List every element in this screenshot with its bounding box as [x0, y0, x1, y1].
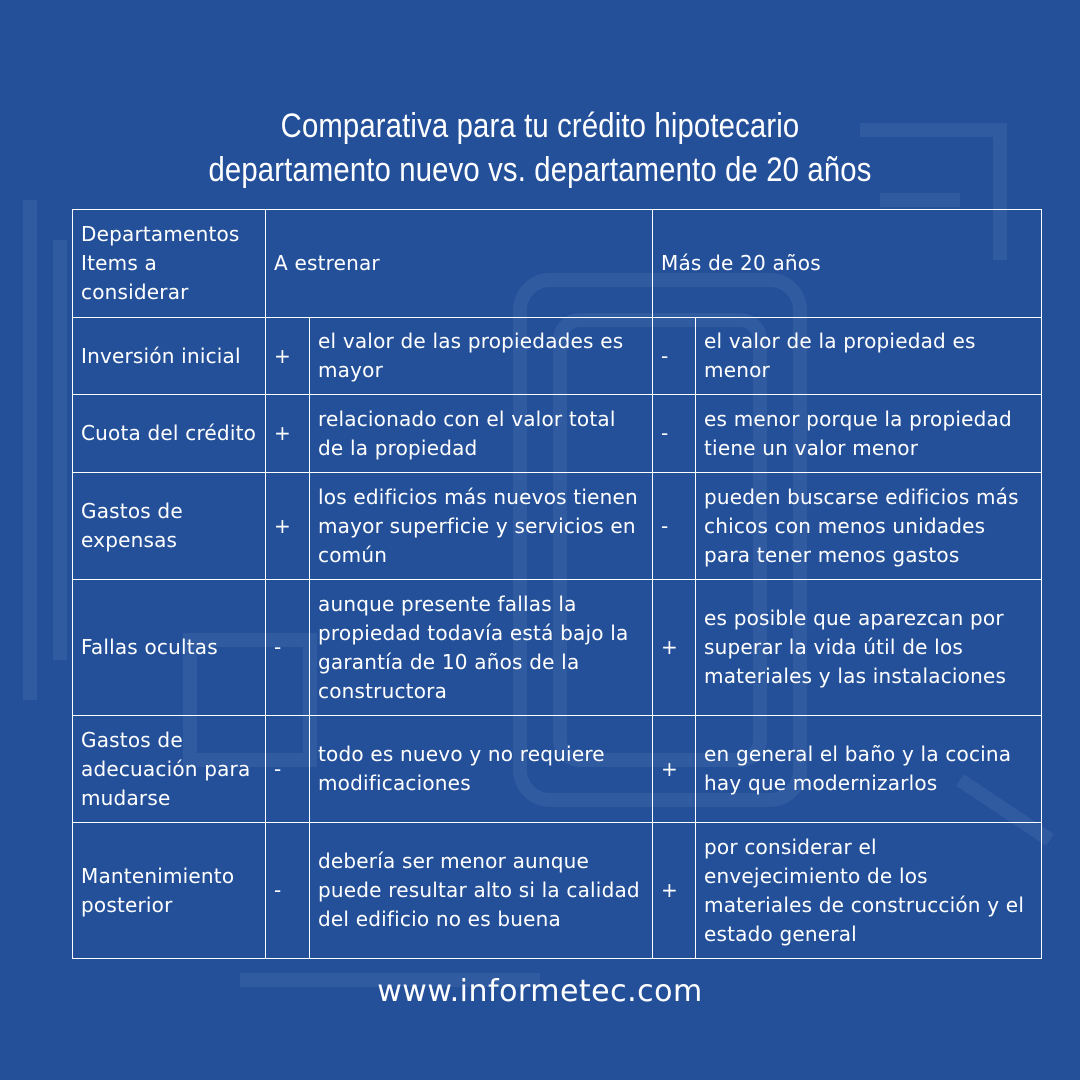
old-description: el valor de la propiedad es menor [696, 318, 1042, 395]
corner-header [73, 210, 266, 318]
old-description: por considerar el envejecimiento de los materiales de construcción y el estado general [696, 823, 1042, 959]
new-description: todo es nuevo y no requiere modificaciones [310, 716, 653, 823]
new-sign: + [266, 395, 310, 473]
old-sign: - [653, 395, 696, 473]
title-line-1: Comparativa para tu crédito hipotecario [280, 107, 800, 145]
old-sign: + [653, 823, 696, 959]
corner-line-2: Items a [81, 251, 157, 275]
table-header-row [73, 210, 1042, 318]
new-description: el valor de las propiedades es mayor [310, 318, 653, 395]
page-title [76, 104, 1005, 192]
table-row [73, 395, 1042, 473]
new-description: los edificios más nuevos tienen mayor superficie y servicios en común [310, 473, 653, 580]
table-row [73, 318, 1042, 395]
corner-line-1: Departamentos [81, 222, 240, 246]
table-row [73, 580, 1042, 716]
old-description: pueden buscarse edificios más chicos con menos unidades para tener menos gastos [696, 473, 1042, 580]
table-row [73, 823, 1042, 959]
old-sign: - [653, 318, 696, 395]
row-item-label: Fallas ocultas [73, 580, 266, 716]
new-sign: - [266, 716, 310, 823]
old-sign: + [653, 580, 696, 716]
column-header-new: A estrenar [266, 210, 653, 318]
row-item-label: Gastos de expensas [73, 473, 266, 580]
table-row [73, 473, 1042, 580]
row-item-label: Inversión inicial [73, 318, 266, 395]
new-sign: - [266, 823, 310, 959]
new-description: debería ser menor aunque puede resultar alto si la calidad del edificio no es buena [310, 823, 653, 959]
website-footer[interactable]: www.informetec.com [377, 974, 703, 1009]
comparison-table [72, 209, 1042, 959]
row-item-label: Cuota del crédito [73, 395, 266, 473]
column-header-old: Más de 20 años [653, 210, 1042, 318]
new-sign: + [266, 473, 310, 580]
new-sign: - [266, 580, 310, 716]
title-line-2: departamento nuevo vs. departamento de 20 años [208, 151, 872, 189]
row-item-label: Mantenimiento posterior [73, 823, 266, 959]
new-description: aunque presente fallas la propiedad todavía está bajo la garantía de 10 años de la constructora [310, 580, 653, 716]
old-sign: + [653, 716, 696, 823]
table-row [73, 716, 1042, 823]
corner-line-3: considerar [81, 280, 189, 304]
row-item-label: Gastos de adecuación para mudarse [73, 716, 266, 823]
old-description: es menor porque la propiedad tiene un valor menor [696, 395, 1042, 473]
old-description: es posible que aparezcan por superar la vida útil de los materiales y las instalaciones [696, 580, 1042, 716]
new-description: relacionado con el valor total de la propiedad [310, 395, 653, 473]
old-description: en general el baño y la cocina hay que modernizarlos [696, 716, 1042, 823]
old-sign: - [653, 473, 696, 580]
new-sign: + [266, 318, 310, 395]
